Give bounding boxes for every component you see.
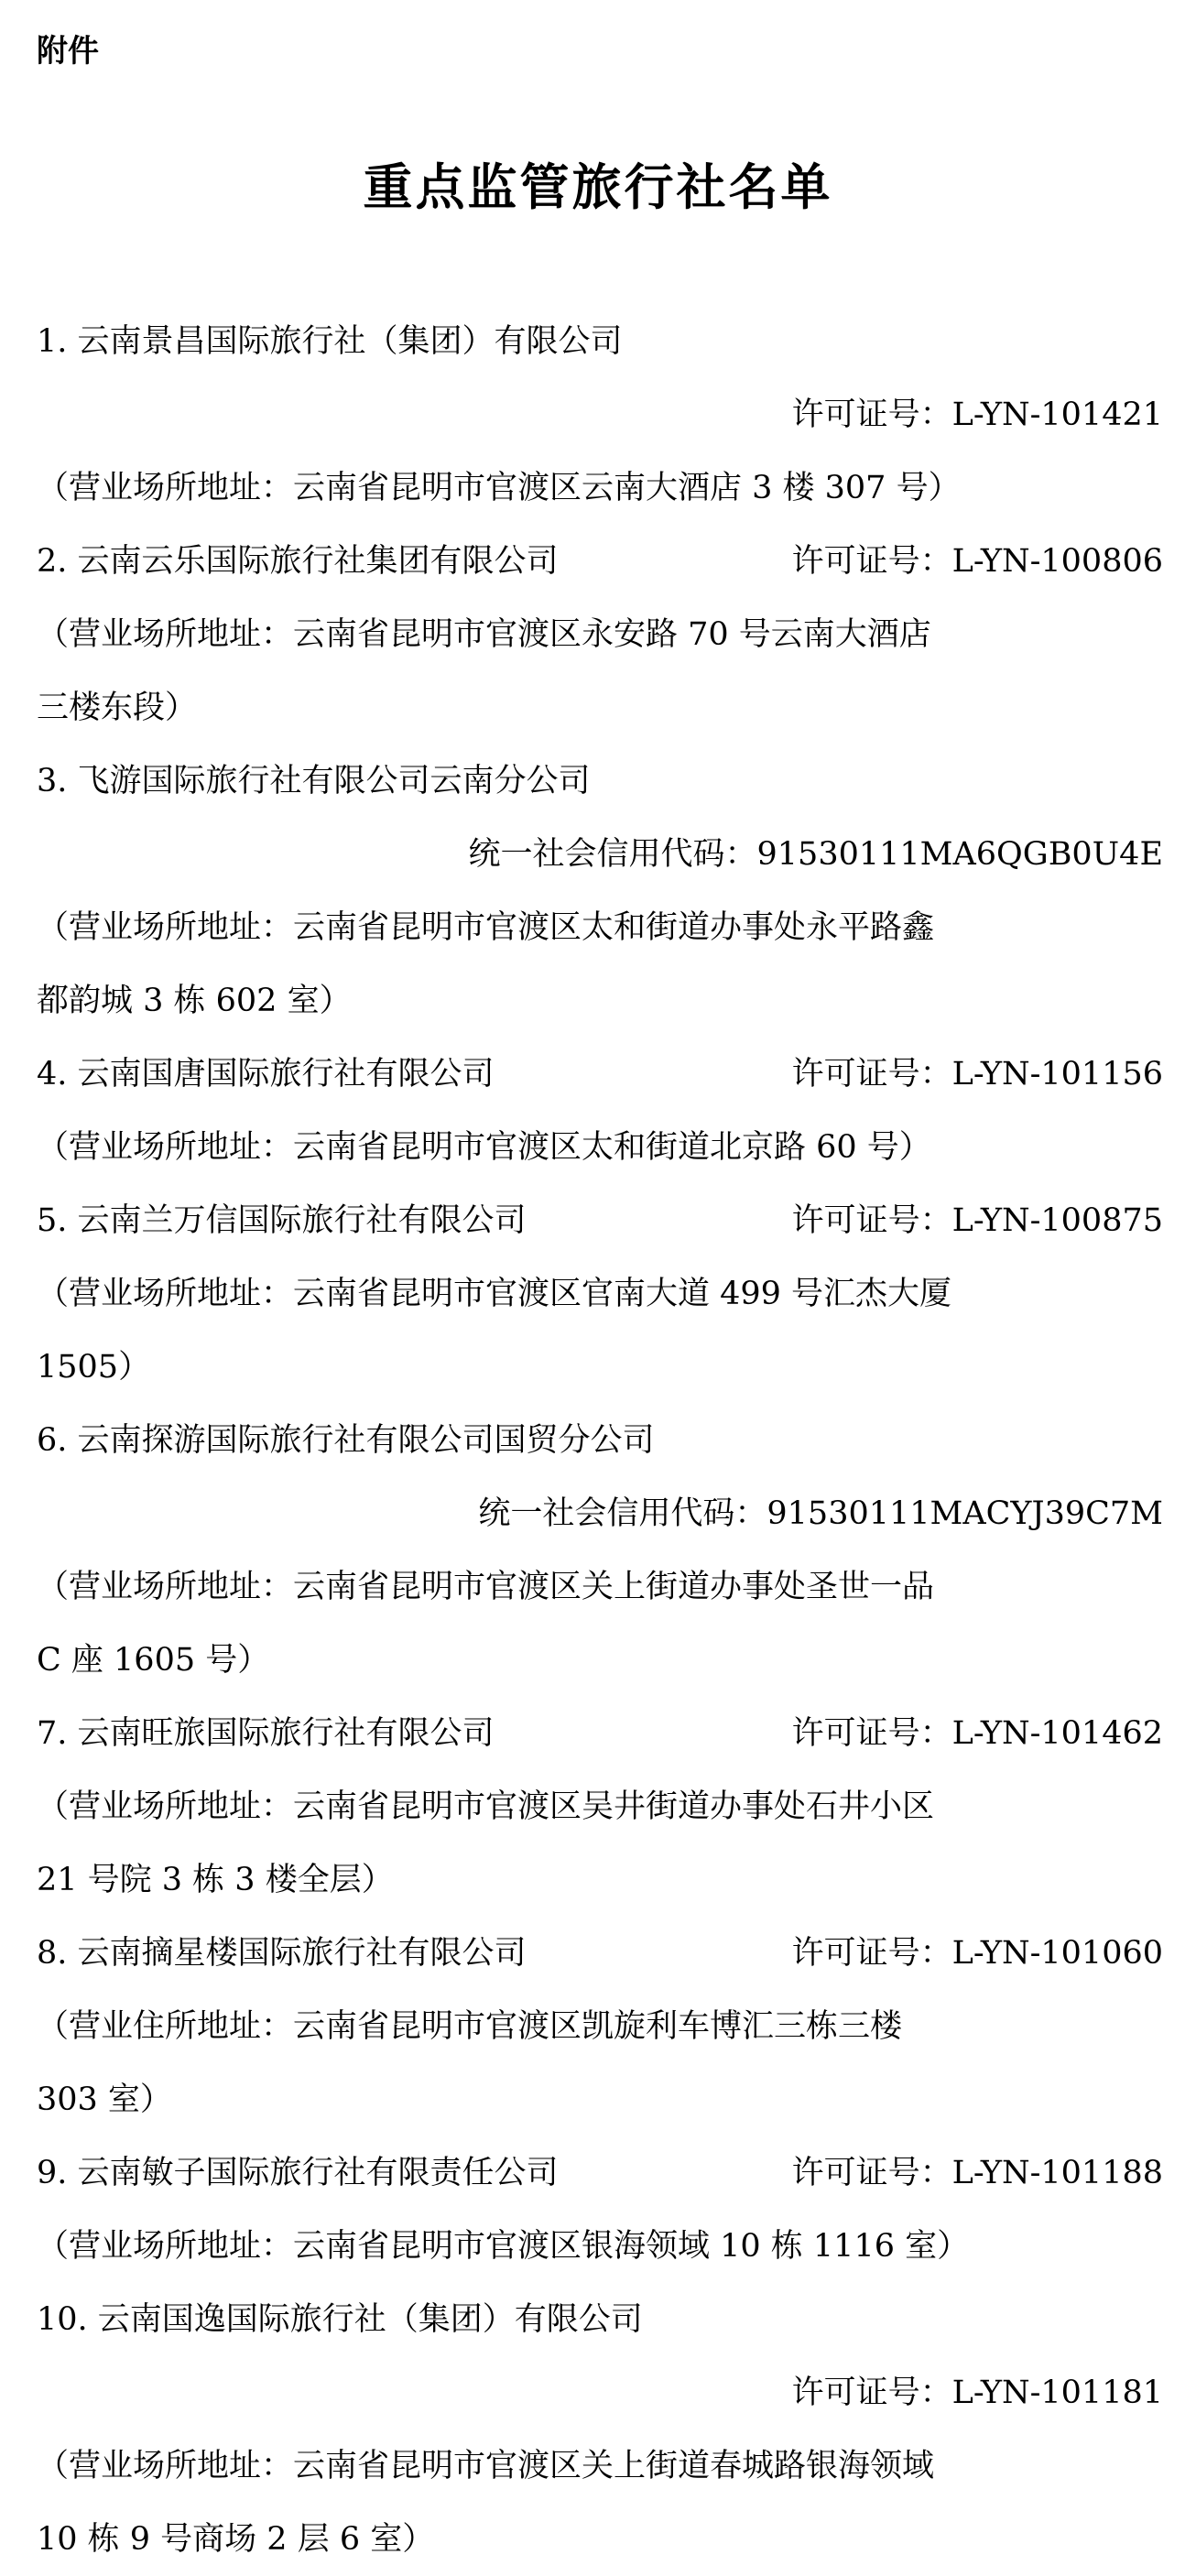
entry-5-name: 5. 云南兰万信国际旅行社有限公司	[37, 1202, 527, 1239]
entry-7-name: 7. 云南旺旅国际旅行社有限公司	[37, 1715, 495, 1752]
entry-3-address-line-2: 都韵城 3 栋 602 室）	[37, 983, 352, 1019]
entry-10-license: 许可证号：L-YN-101181	[791, 2375, 1163, 2411]
entry-10-address-line-1: （营业场所地址：云南省昆明市官渡区关上街道春城路银海领域	[37, 2448, 935, 2484]
entry-8-address-line-2: 303 室）	[37, 2081, 172, 2118]
entry-9-license: 许可证号：L-YN-101188	[791, 2155, 1163, 2191]
entry-5-address-line-2: 1505）	[37, 1349, 151, 1386]
entry-4-license: 许可证号：L-YN-101156	[791, 1056, 1163, 1092]
entry-6-address-line-1: （营业场所地址：云南省昆明市官渡区关上街道办事处圣世一品	[37, 1569, 935, 1605]
entry-8-license: 许可证号：L-YN-101060	[791, 1935, 1163, 1972]
entry-2-row	[37, 525, 1163, 598]
entry-3-address-line-1: （营业场所地址：云南省昆明市官渡区太和街道办事处永平路鑫	[37, 909, 935, 946]
attachment-label: 附件	[37, 33, 99, 70]
entry-6-credit-code: 统一社会信用代码：91530111MACYJ39C7M	[478, 1495, 1163, 1532]
entry-4-row	[37, 1038, 1163, 1111]
entry-10-name: 10. 云南国逸国际旅行社（集团）有限公司	[37, 2301, 643, 2338]
entry-1-name: 1. 云南景昌国际旅行社（集团）有限公司	[37, 323, 623, 360]
entry-9-name: 9. 云南敏子国际旅行社有限责任公司	[37, 2155, 559, 2191]
entry-8-address-line-1: （营业住所地址：云南省昆明市官渡区凯旋利车博汇三栋三楼	[37, 2008, 903, 2045]
entry-5-row	[37, 1184, 1163, 1257]
entry-3-name: 3. 飞游国际旅行社有限公司云南分公司	[37, 763, 591, 799]
entry-9-row	[37, 2136, 1163, 2210]
entry-6-name: 6. 云南探游国际旅行社有限公司国贸分公司	[37, 1422, 655, 1459]
entry-7-row	[37, 1697, 1163, 1770]
entry-5-license: 许可证号：L-YN-100875	[791, 1202, 1163, 1239]
entry-8-row	[37, 1917, 1163, 1990]
entry-3-credit-code: 统一社会信用代码：91530111MA6QGB0U4E	[468, 836, 1163, 873]
entry-4-address-line-1: （营业场所地址：云南省昆明市官渡区太和街道北京路 60 号）	[37, 1129, 931, 1166]
entry-7-address-line-1: （营业场所地址：云南省昆明市官渡区吴井街道办事处石井小区	[37, 1788, 935, 1825]
entry-10-address-line-2: 10 栋 9 号商场 2 层 6 室）	[37, 2521, 435, 2558]
entry-2-address-line-2: 三楼东段）	[37, 690, 198, 726]
entry-2-license: 许可证号：L-YN-100806	[791, 543, 1163, 580]
entry-1-license: 许可证号：L-YN-101421	[791, 397, 1163, 433]
entry-5-address-line-1: （营业场所地址：云南省昆明市官渡区官南大道 499 号汇杰大厦	[37, 1276, 952, 1312]
page-title: 重点监管旅行社名单	[363, 158, 833, 216]
entry-4-name: 4. 云南国唐国际旅行社有限公司	[37, 1056, 495, 1092]
entry-1-address-line-1: （营业场所地址：云南省昆明市官渡区云南大酒店 3 楼 307 号）	[37, 470, 961, 506]
entry-7-address-line-2: 21 号院 3 栋 3 楼全层）	[37, 1862, 394, 1898]
entry-8-name: 8. 云南摘星楼国际旅行社有限公司	[37, 1935, 527, 1972]
entry-2-name: 2. 云南云乐国际旅行社集团有限公司	[37, 543, 559, 580]
entry-2-address-line-1: （营业场所地址：云南省昆明市官渡区永安路 70 号云南大酒店	[37, 616, 931, 653]
entry-6-address-line-2: C 座 1605 号）	[37, 1642, 270, 1679]
entry-9-address-line-1: （营业场所地址：云南省昆明市官渡区银海领域 10 栋 1116 室）	[37, 2228, 970, 2265]
entry-7-license: 许可证号：L-YN-101462	[791, 1715, 1163, 1752]
